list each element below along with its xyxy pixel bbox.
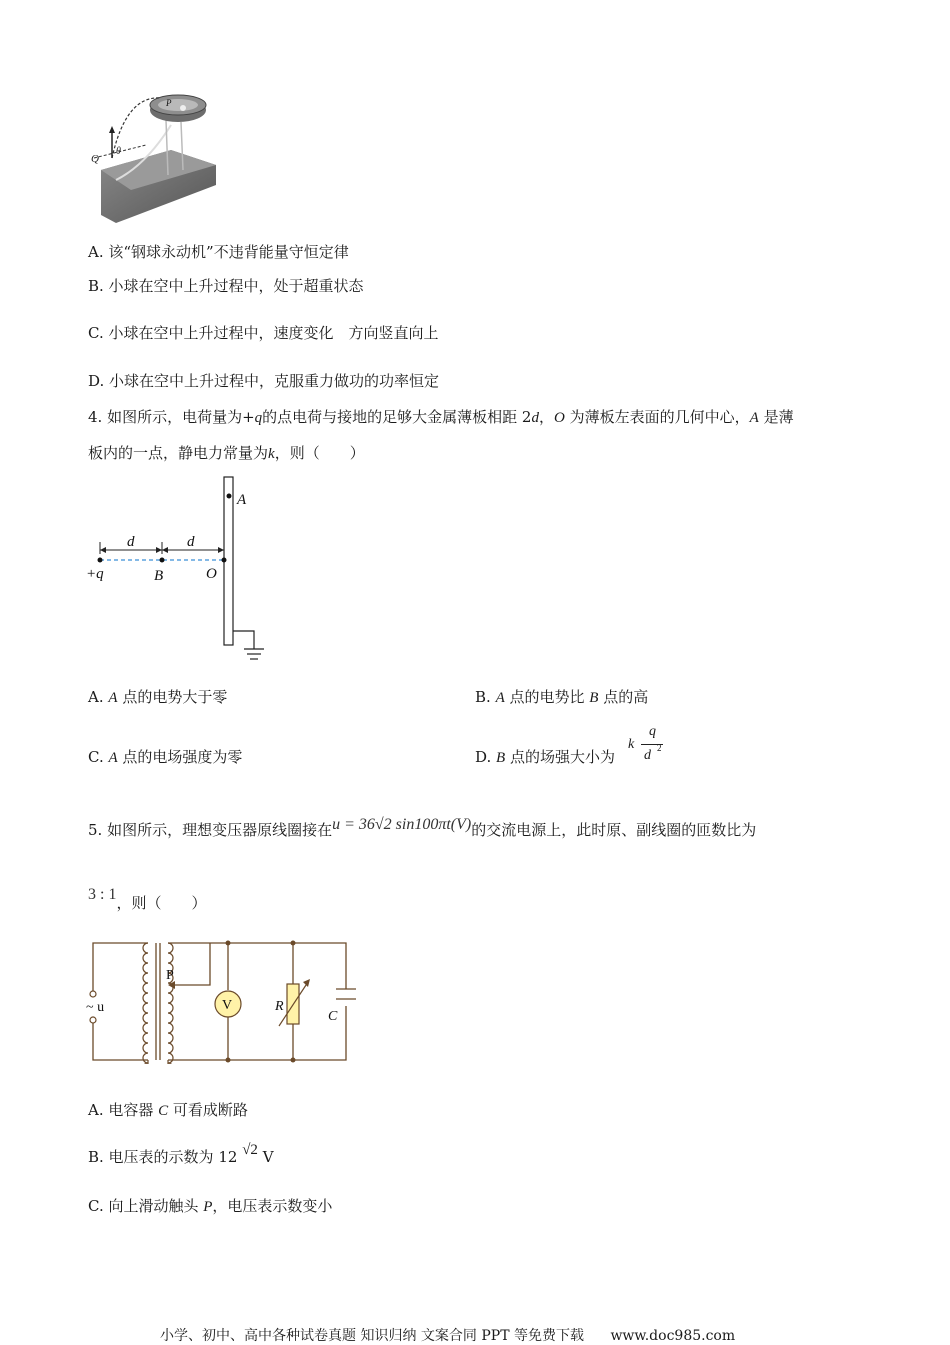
label-theta: θ xyxy=(116,146,121,157)
source-voltage-formula: u = 36√2 sin100πt(V) xyxy=(332,816,472,833)
primary-coil xyxy=(143,943,148,1064)
label-C: C xyxy=(328,1009,338,1024)
transformer-circuit-figure xyxy=(84,934,364,1064)
q3-option-c: C. 小球在空中上升过程中，速度变化 方向竖直向上 xyxy=(88,324,439,342)
footer-text: 小学、初中、高中各种试卷真题 知识归纳 文案合同 PPT 等免费下载 xyxy=(160,1328,584,1344)
label-V: V xyxy=(222,998,233,1013)
charge-plate-figure xyxy=(84,474,274,670)
label-B: B xyxy=(154,568,164,584)
q4-option-b: B. A 点的电势比 B 点的高 xyxy=(475,688,649,706)
q3-option-d: D. 小球在空中上升过程中，克服重力做功的功率恒定 xyxy=(88,372,440,390)
label-P: P xyxy=(166,98,172,108)
q5-option-b: B. 电压表的示数为 12 √2 V xyxy=(88,1142,274,1166)
q5-option-a: A. 电容器 C 可看成断路 xyxy=(88,1101,248,1119)
label-plus-q: +q xyxy=(86,566,104,582)
label-u-source: ~ u xyxy=(86,1000,105,1015)
label-R: R xyxy=(275,999,284,1014)
q4-option-a: A. A 点的电势大于零 xyxy=(88,688,228,706)
label-d-left: d xyxy=(127,534,135,550)
label-A: A xyxy=(237,492,247,508)
footer-url[interactable]: www.doc985.com xyxy=(610,1328,736,1344)
q4-option-c: C. A 点的电场强度为零 xyxy=(88,748,243,766)
q4-option-d-formula: k q d 2 xyxy=(628,724,662,763)
label-O: O xyxy=(206,566,217,582)
q5-stem-line1: 5. 如图所示，理想变压器原线圈接在u = 36√2 sin100πt(V)的交流电源上，此时原、副线圈的匝数比为 xyxy=(88,816,757,839)
q4-stem-line2: 板内的一点，静电力常量为k，则（ ） xyxy=(88,444,365,462)
secondary-coil xyxy=(168,943,173,1064)
label-Q: Q xyxy=(91,153,99,165)
footer-banner xyxy=(160,1325,735,1345)
q3-option-b: B. 小球在空中上升过程中，处于超重状态 xyxy=(88,277,364,295)
q5-stem-line2: 3 : 1，则（ ） xyxy=(88,886,207,912)
q4-stem-line1: 4. 如图所示，电荷量为+q的点电荷与接地的足够大金属薄板相距 2d，O 为薄板左表面的几何中心，A 是薄 xyxy=(88,408,794,426)
label-P-slider: P xyxy=(166,968,174,983)
label-d-right: d xyxy=(187,534,195,550)
perpetual-motion-figure xyxy=(86,90,221,225)
q3-option-a: A. 该“钢球永动机”不违背能量守恒定律 xyxy=(88,243,349,261)
q4-option-d: D. B 点的场强大小为 xyxy=(475,748,615,766)
q5-option-c: C. 向上滑动触头 P，电压表示数变小 xyxy=(88,1197,333,1215)
